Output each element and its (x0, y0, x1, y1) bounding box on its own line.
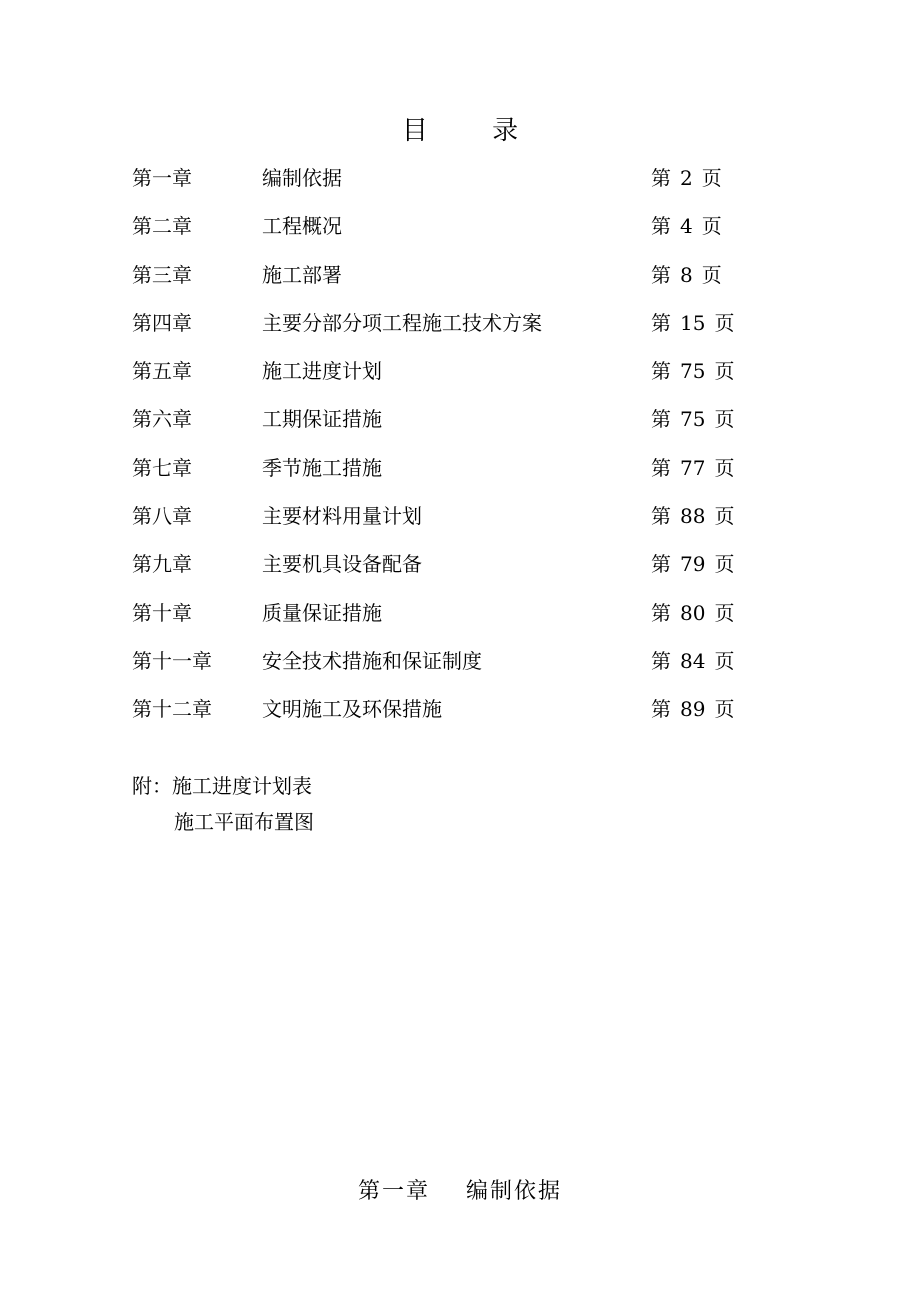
appendix-line: 附：施工进度计划表 (132, 774, 312, 798)
page-number: 2 (680, 166, 693, 190)
appendix-line: 施工平面布置图 (174, 810, 314, 834)
chapter-heading (0, 1174, 920, 1205)
page-number: 84 (680, 648, 706, 673)
toc-chapter-heading: 编制依据 (262, 166, 342, 190)
page-prefix: 第 (651, 552, 671, 577)
toc-page-ref (651, 595, 734, 631)
toc-chapter-number: 第十一章 (132, 648, 212, 673)
toc-chapter-number: 第五章 (132, 359, 192, 384)
page-suffix: 页 (714, 504, 735, 529)
toc-page-ref (651, 401, 734, 437)
toc-page-ref (651, 691, 734, 727)
toc-chapter-heading: 主要材料用量计划 (262, 504, 422, 529)
page-prefix: 第 (651, 455, 671, 480)
page-suffix: 页 (701, 262, 722, 287)
toc-entry (132, 208, 772, 256)
toc-chapter-heading: 质量保证措施 (262, 600, 382, 625)
toc-chapter-number: 第七章 (132, 455, 192, 480)
toc-chapter-number: 第九章 (132, 552, 192, 577)
toc-chapter-heading: 主要分部分项工程施工技术方案 (262, 310, 542, 335)
toc-chapter-heading: 文明施工及环保措施 (262, 697, 442, 722)
toc-entry (132, 691, 772, 739)
toc-page-ref (651, 546, 734, 582)
toc-page-ref (651, 160, 722, 196)
toc-chapter-heading: 施工进度计划 (262, 359, 382, 384)
appendix (132, 768, 314, 840)
toc-chapter-heading: 安全技术措施和保证制度 (262, 648, 482, 673)
page-prefix: 第 (651, 504, 671, 529)
page-prefix: 第 (651, 600, 671, 625)
toc-chapter-number: 第四章 (132, 310, 192, 335)
toc-entry (132, 498, 772, 546)
page-prefix: 第 (651, 310, 671, 335)
toc-list (132, 160, 772, 740)
toc-page-ref (651, 643, 734, 679)
page-number: 75 (680, 359, 706, 384)
page-number: 77 (680, 455, 706, 480)
page-prefix: 第 (651, 214, 671, 239)
toc-chapter-number: 第八章 (132, 504, 192, 529)
page-number: 89 (680, 697, 706, 722)
page-suffix: 页 (714, 359, 735, 384)
page-suffix: 页 (714, 600, 735, 625)
toc-chapter-heading: 主要机具设备配备 (262, 552, 422, 577)
toc-chapter-number: 第三章 (132, 262, 192, 287)
page-suffix: 页 (714, 310, 735, 335)
page-number: 4 (680, 214, 693, 239)
toc-chapter-number: 第二章 (132, 214, 192, 239)
page-prefix: 第 (651, 648, 671, 673)
toc-page-ref (651, 450, 734, 486)
page-suffix: 页 (701, 214, 722, 239)
page-number: 80 (680, 600, 706, 625)
toc-chapter-number: 第十二章 (132, 697, 212, 722)
page-suffix: 页 (714, 697, 735, 722)
page-number: 88 (680, 504, 706, 529)
toc-page-ref (651, 208, 722, 244)
toc-entry (132, 450, 772, 498)
toc-chapter-number: 第六章 (132, 407, 192, 432)
page-suffix: 页 (714, 648, 735, 673)
toc-page-ref (651, 498, 734, 534)
toc-page-ref (651, 257, 722, 293)
chapter-number: 第一章 (357, 1179, 430, 1204)
page-prefix: 第 (651, 359, 671, 384)
page-prefix: 第 (651, 166, 671, 190)
toc-entry (132, 595, 772, 643)
toc-chapter-number: 第一章 (132, 166, 192, 190)
toc-chapter-number: 第十章 (132, 600, 192, 625)
page-number: 15 (680, 310, 706, 335)
page-suffix: 页 (701, 166, 722, 190)
toc-entry (132, 401, 772, 449)
page-number: 8 (680, 262, 693, 287)
page-number: 75 (680, 407, 706, 432)
page-suffix: 页 (714, 407, 735, 432)
toc-chapter-heading: 季节施工措施 (262, 455, 382, 480)
toc-entry (132, 353, 772, 401)
toc-entry (132, 643, 772, 691)
page-prefix: 第 (651, 697, 671, 722)
page-prefix: 第 (651, 407, 671, 432)
toc-entry (132, 546, 772, 594)
page-number: 79 (680, 552, 706, 577)
page-suffix: 页 (714, 552, 735, 577)
toc-entry (132, 305, 772, 353)
toc-chapter-heading: 工程概况 (262, 214, 342, 239)
toc-entry (132, 160, 772, 208)
toc-entry (132, 257, 772, 305)
page-prefix: 第 (651, 262, 671, 287)
toc-page-ref (651, 353, 734, 389)
page-suffix: 页 (714, 455, 735, 480)
toc-chapter-heading: 工期保证措施 (262, 407, 382, 432)
toc-chapter-heading: 施工部署 (262, 262, 342, 287)
chapter-title: 编制依据 (466, 1179, 563, 1204)
toc-title: 目 录 (401, 116, 547, 146)
toc-page-ref (651, 305, 734, 341)
